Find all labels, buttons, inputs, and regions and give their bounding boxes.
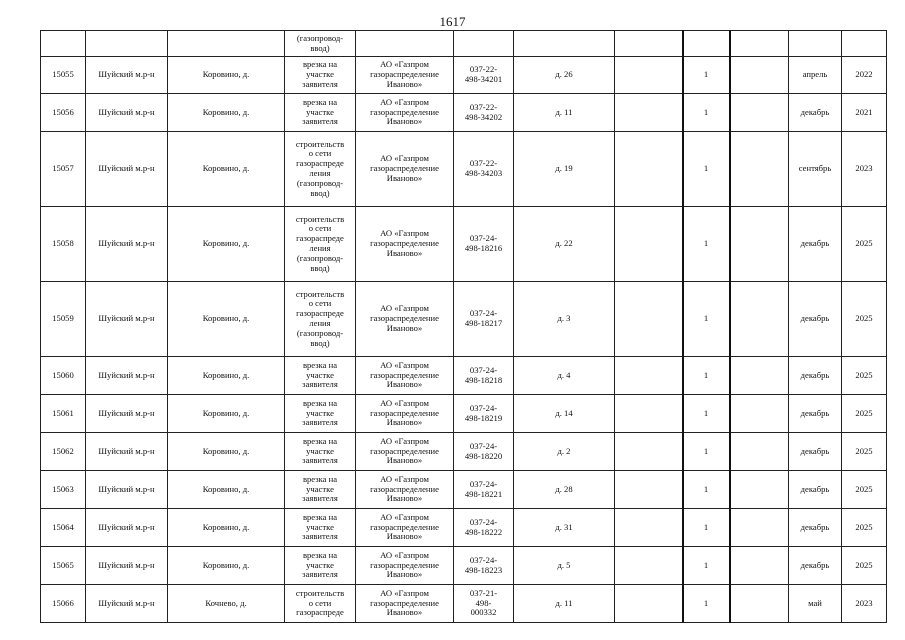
table-row (41, 547, 887, 585)
table-row (41, 509, 887, 547)
page-number: 1617 (439, 14, 466, 29)
cell-address: д. 31 (514, 509, 615, 547)
cell-work-type: строительств о сети газораспреде ления (газопровод- ввод) (285, 207, 356, 282)
cell-empty (615, 57, 683, 94)
cell-month: апрель (789, 57, 842, 94)
cell-empty (730, 357, 789, 395)
cell-address (514, 31, 615, 57)
cell-work-type: врезка на участке заявителя (285, 395, 356, 433)
cell-count: 1 (683, 57, 730, 94)
cell-empty (730, 57, 789, 94)
cell-empty (615, 471, 683, 509)
cell-count: 1 (683, 357, 730, 395)
cell-locality: Коровино, д. (168, 132, 285, 207)
cell-work-type: врезка на участке заявителя (285, 357, 356, 395)
cell-code: 037-24- 498-18222 (454, 509, 514, 547)
cell-year: 2025 (842, 509, 887, 547)
cell-month: декабрь (789, 471, 842, 509)
cell-empty (615, 509, 683, 547)
cell-month: декабрь (789, 282, 842, 357)
cell-code: 037-24- 498-18223 (454, 547, 514, 585)
cell-address: д. 19 (514, 132, 615, 207)
cell-org: АО «Газпром газораспределение Иваново» (356, 433, 454, 471)
cell-empty (615, 94, 683, 132)
cell-id: 15066 (41, 585, 86, 623)
cell-id: 15060 (41, 357, 86, 395)
cell-org: АО «Газпром газораспределение Иваново» (356, 509, 454, 547)
cell-locality: Коровино, д. (168, 282, 285, 357)
cell-district: Шуйский м.р-н (86, 395, 168, 433)
cell-empty (615, 433, 683, 471)
cell-year: 2023 (842, 585, 887, 623)
cell-locality: Коровино, д. (168, 395, 285, 433)
cell-locality: Кочнево, д. (168, 585, 285, 623)
cell-count: 1 (683, 433, 730, 471)
table-row (41, 433, 887, 471)
cell-year: 2021 (842, 94, 887, 132)
cell-work-type: врезка на участке заявителя (285, 57, 356, 94)
cell-locality (168, 31, 285, 57)
cell-work-type: строительств о сети газораспреде (285, 585, 356, 623)
cell-empty (615, 585, 683, 623)
cell-id: 15061 (41, 395, 86, 433)
cell-month: декабрь (789, 433, 842, 471)
cell-address: д. 4 (514, 357, 615, 395)
cell-address: д. 11 (514, 94, 615, 132)
cell-code: 037-24- 498-18216 (454, 207, 514, 282)
cell-district (86, 31, 168, 57)
cell-address: д. 5 (514, 547, 615, 585)
cell-empty (730, 547, 789, 585)
cell-id: 15056 (41, 94, 86, 132)
cell-id: 15055 (41, 57, 86, 94)
cell-district: Шуйский м.р-н (86, 357, 168, 395)
cell-month: декабрь (789, 357, 842, 395)
cell-empty (730, 395, 789, 433)
cell-code: 037-24- 498-18221 (454, 471, 514, 509)
cell-work-type: врезка на участке заявителя (285, 547, 356, 585)
cell-code: 037-24- 498-18219 (454, 395, 514, 433)
cell-org: АО «Газпром газораспределение Иваново» (356, 57, 454, 94)
cell-district: Шуйский м.р-н (86, 207, 168, 282)
cell-month: май (789, 585, 842, 623)
cell-org: АО «Газпром газораспределение Иваново» (356, 282, 454, 357)
cell-work-type: (газопровод- ввод) (285, 31, 356, 57)
cell-locality: Коровино, д. (168, 94, 285, 132)
cell-district: Шуйский м.р-н (86, 547, 168, 585)
cell-year: 2023 (842, 132, 887, 207)
table-row (41, 57, 887, 94)
cell-year: 2025 (842, 357, 887, 395)
cell-work-type: строительств о сети газораспреде ления (газопровод- ввод) (285, 282, 356, 357)
table-row (41, 207, 887, 282)
cell-count: 1 (683, 282, 730, 357)
cell-empty (615, 357, 683, 395)
cell-org: АО «Газпром газораспределение Иваново» (356, 132, 454, 207)
cell-locality: Коровино, д. (168, 471, 285, 509)
cell-address: д. 22 (514, 207, 615, 282)
cell-work-type: врезка на участке заявителя (285, 471, 356, 509)
cell-year: 2022 (842, 57, 887, 94)
cell-empty (615, 31, 683, 57)
cell-address: д. 26 (514, 57, 615, 94)
cell-org: АО «Газпром газораспределение Иваново» (356, 547, 454, 585)
cell-locality: Коровино, д. (168, 509, 285, 547)
cell-count: 1 (683, 395, 730, 433)
cell-id: 15064 (41, 509, 86, 547)
table-row (41, 471, 887, 509)
cell-address: д. 14 (514, 395, 615, 433)
cell-id: 15058 (41, 207, 86, 282)
cell-district: Шуйский м.р-н (86, 282, 168, 357)
cell-code: 037-24- 498-18218 (454, 357, 514, 395)
cell-count: 1 (683, 207, 730, 282)
cell-code: 037-21- 498- 000332 (454, 585, 514, 623)
cell-code: 037-22- 498-34203 (454, 132, 514, 207)
cell-empty (730, 471, 789, 509)
table-row (41, 585, 887, 623)
cell-locality: Коровино, д. (168, 357, 285, 395)
cell-month: декабрь (789, 94, 842, 132)
cell-address: д. 3 (514, 282, 615, 357)
cell-address: д. 2 (514, 433, 615, 471)
cell-month: декабрь (789, 395, 842, 433)
table-row (41, 94, 887, 132)
cell-empty (730, 94, 789, 132)
cell-empty (615, 132, 683, 207)
cell-empty (730, 282, 789, 357)
cell-id: 15063 (41, 471, 86, 509)
cell-empty (730, 31, 789, 57)
cell-work-type: врезка на участке заявителя (285, 509, 356, 547)
cell-month: декабрь (789, 509, 842, 547)
cell-empty (615, 282, 683, 357)
table-row (41, 395, 887, 433)
cell-org: АО «Газпром газораспределение Иваново» (356, 94, 454, 132)
cell-empty (730, 433, 789, 471)
table-row (41, 357, 887, 395)
cell-locality: Коровино, д. (168, 547, 285, 585)
cell-district: Шуйский м.р-н (86, 57, 168, 94)
cell-district: Шуйский м.р-н (86, 132, 168, 207)
cell-count: 1 (683, 585, 730, 623)
cell-org: АО «Газпром газораспределение Иваново» (356, 471, 454, 509)
cell-code (454, 31, 514, 57)
cell-id: 15057 (41, 132, 86, 207)
cell-org (356, 31, 454, 57)
cell-district: Шуйский м.р-н (86, 471, 168, 509)
cell-org: АО «Газпром газораспределение Иваново» (356, 585, 454, 623)
cell-locality: Коровино, д. (168, 433, 285, 471)
cell-org: АО «Газпром газораспределение Иваново» (356, 395, 454, 433)
cell-empty (615, 547, 683, 585)
cell-year: 2025 (842, 395, 887, 433)
cell-district: Шуйский м.р-н (86, 94, 168, 132)
table-body (41, 31, 887, 623)
cell-empty (730, 509, 789, 547)
cell-district: Шуйский м.р-н (86, 509, 168, 547)
cell-code: 037-24- 498-18217 (454, 282, 514, 357)
cell-count: 1 (683, 509, 730, 547)
cell-year: 2025 (842, 547, 887, 585)
cell-month: декабрь (789, 207, 842, 282)
cell-empty (730, 132, 789, 207)
cell-year: 2025 (842, 207, 887, 282)
cell-id: 15059 (41, 282, 86, 357)
cell-locality: Коровино, д. (168, 57, 285, 94)
table-row (41, 282, 887, 357)
cell-code: 037-22- 498-34201 (454, 57, 514, 94)
cell-code: 037-22- 498-34202 (454, 94, 514, 132)
cell-year (842, 31, 887, 57)
cell-id (41, 31, 86, 57)
cell-empty (730, 585, 789, 623)
table-row (41, 132, 887, 207)
cell-count: 1 (683, 132, 730, 207)
table-row-continuation (41, 31, 887, 57)
cell-count: 1 (683, 547, 730, 585)
cell-month: декабрь (789, 547, 842, 585)
cell-month: сентябрь (789, 132, 842, 207)
cell-district: Шуйский м.р-н (86, 585, 168, 623)
cell-empty (730, 207, 789, 282)
cell-year: 2025 (842, 433, 887, 471)
cell-org: АО «Газпром газораспределение Иваново» (356, 357, 454, 395)
cell-address: д. 11 (514, 585, 615, 623)
cell-org: АО «Газпром газораспределение Иваново» (356, 207, 454, 282)
cell-empty (615, 207, 683, 282)
cell-empty (615, 395, 683, 433)
cell-count: 1 (683, 471, 730, 509)
cell-locality: Коровино, д. (168, 207, 285, 282)
cell-address: д. 28 (514, 471, 615, 509)
cell-id: 15062 (41, 433, 86, 471)
cell-code: 037-24- 498-18220 (454, 433, 514, 471)
cell-month (789, 31, 842, 57)
cell-id: 15065 (41, 547, 86, 585)
cell-work-type: врезка на участке заявителя (285, 94, 356, 132)
cell-district: Шуйский м.р-н (86, 433, 168, 471)
cell-work-type: строительств о сети газораспреде ления (газопровод- ввод) (285, 132, 356, 207)
cell-count (683, 31, 730, 57)
data-table (40, 30, 887, 623)
cell-work-type: врезка на участке заявителя (285, 433, 356, 471)
cell-year: 2025 (842, 471, 887, 509)
cell-year: 2025 (842, 282, 887, 357)
cell-count: 1 (683, 94, 730, 132)
